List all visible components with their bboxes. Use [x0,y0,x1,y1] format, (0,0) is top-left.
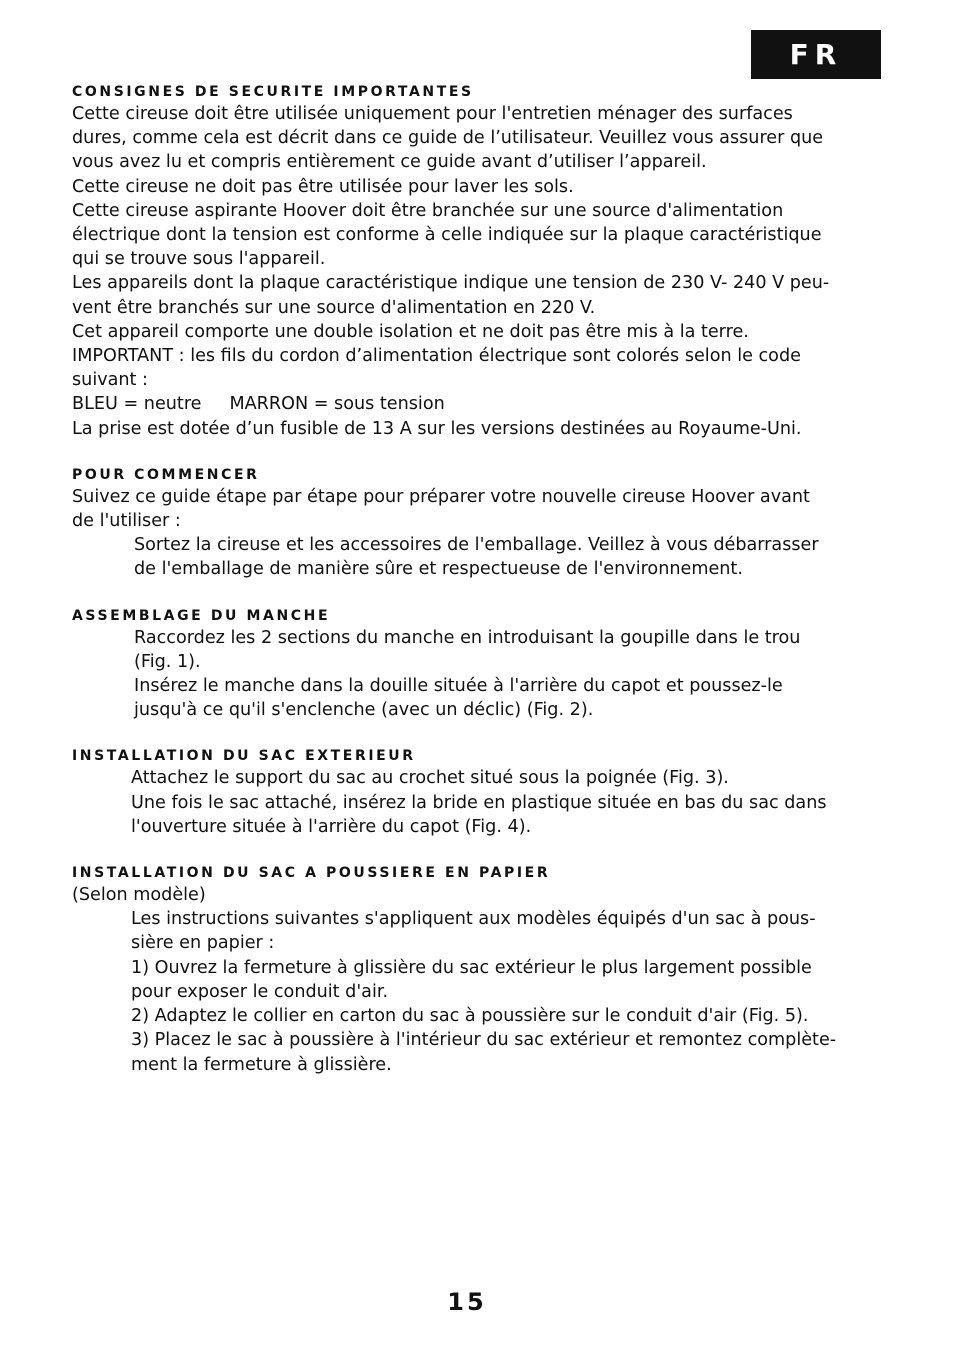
text-line: Cette cireuse ne doit pas être utilisée pour laver les sols. [72,176,574,197]
section-paper-bag [72,863,887,1077]
indented-line: jusqu'à ce qu'il s'enclenche (avec un déclic) (Fig. 2). [134,700,594,721]
indented-line: Raccordez les 2 sections du manche en introduisant la goupille dans le trou [134,627,801,648]
language-badge-label: FR [789,38,843,71]
text-line: vent être branchés sur une source d'alimentation en 220 V. [72,297,596,318]
text-line: Suivez ce guide étape par étape pour préparer votre nouvelle cireuse Hoover avant [72,486,810,507]
indented-line: 2) Adaptez le collier en carton du sac à poussière sur le conduit d'air (Fig. 5). [131,1006,809,1027]
indented-line: sière en papier : [131,933,275,954]
page-number: 15 [447,1288,487,1316]
indented-line: l'ouverture située à l'arrière du capot (Fig. 4). [131,816,532,837]
document-body [72,82,887,1101]
section-heading: INSTALLATION DU SAC A POUSSIERE EN PAPIER [72,865,551,882]
indented-line: Les instructions suivantes s'appliquent aux modèles équipés d'un sac à pous- [131,909,816,930]
text-line: suivant : [72,370,148,391]
indented-line: pour exposer le conduit d'air. [131,981,389,1002]
text-line: dures, comme cela est décrit dans ce guide de l’utilisateur. Veuillez vous assurer que [72,128,824,149]
section-heading: INSTALLATION DU SAC EXTERIEUR [72,748,416,765]
text-line: qui se trouve sous l'appareil. [72,249,326,270]
section-heading: ASSEMBLAGE DU MANCHE [72,607,331,624]
text-line: Cette cireuse aspirante Hoover doit être branchée sur une source d'alimentation [72,200,784,221]
text-line: BLEU = neutre MARRON = sous tension [72,394,445,415]
language-badge [751,30,881,79]
indented-line: (Fig. 1). [134,651,201,672]
text-line: La prise est dotée d’un fusible de 13 A sur les versions destinées au Royaume-Uni. [72,418,802,439]
indented-line: de l'emballage de manière sûre et respectueuse de l'environnement. [134,559,743,580]
indented-line: Sortez la cireuse et les accessoires de l'emballage. Veillez à vous débarrasser [134,535,819,556]
text-line: Les appareils dont la plaque caractéristique indique une tension de 230 V- 240 V peu- [72,273,830,294]
section-outer-bag [72,746,887,839]
text-line: (Selon modèle) [72,885,206,906]
text-line: Cet appareil comporte une double isolation et ne doit pas être mis à la terre. [72,321,749,342]
indented-line: 3) Placez le sac à poussière à l'intérieur du sac extérieur et remontez complète- [131,1030,837,1051]
indented-line: Une fois le sac attaché, insérez la bride en plastique située en bas du sac dans [131,792,827,813]
indented-line: ment la fermeture à glissière. [131,1054,392,1075]
text-line: Cette cireuse doit être utilisée uniquement pour l'entretien ménager des surfaces [72,104,793,124]
section-handle-assembly [72,606,887,723]
indented-line: Insérez le manche dans la douille située à l'arrière du capot et poussez-le [134,676,783,697]
section-getting-started [72,465,887,582]
section-heading: POUR COMMENCER [72,466,260,483]
indented-line: 1) Ouvrez la fermeture à glissière du sac extérieur le plus largement possible [131,957,812,978]
section-safety [72,82,887,441]
text-line: électrique dont la tension est conforme à celle indiquée sur la plaque caractéristique [72,225,822,246]
text-line: de l'utiliser : [72,511,181,532]
indented-line: Attachez le support du sac au crochet situé sous la poignée (Fig. 3). [131,768,729,789]
text-line: IMPORTANT : les fils du cordon d’alimentation électrique sont colorés selon le code [72,346,801,367]
text-line: vous avez lu et compris entièrement ce guide avant d’utiliser l’appareil. [72,152,707,173]
section-heading: CONSIGNES DE SECURITE IMPORTANTES [72,84,474,100]
